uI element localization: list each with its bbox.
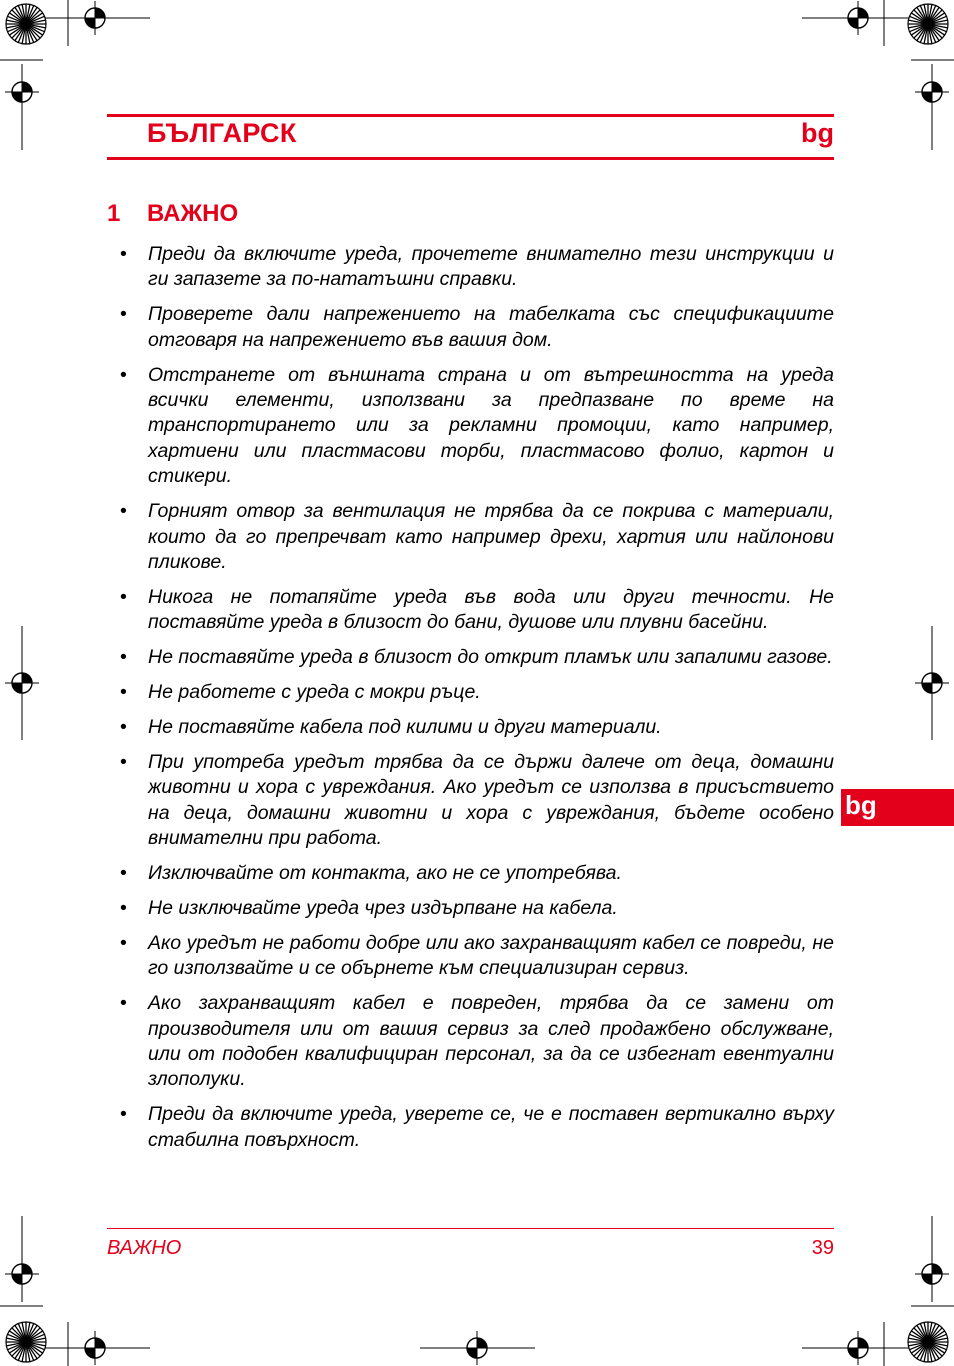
list-item-text: Ако уредът не работи добре или ако захранващият кабел се повреди, не го използвайте и се обърнете към специализиран сервиз. — [148, 931, 834, 980]
list-item-text: Горният отвор за вентилация не трябва да се покрива с материали, които да го препречват като например дрехи, хартия или найлонови пликове. — [148, 500, 834, 573]
starburst-mark-icon — [6, 4, 46, 44]
registration-mark-icon — [915, 666, 949, 700]
list-item-text: При употреба уредът трябва да се държи далече от деца, домашни животни и хора с увреждания. Ако уредът се използва в присъствието на деца, домашни животни и хора с увреждания, бъдете особено внимателни при работа. — [148, 750, 834, 850]
list-item-text: Проверете дали напрежението на табелката със спецификациите отговаря на напрежението във вашия дом. — [148, 303, 834, 351]
starburst-mark-icon — [6, 1322, 46, 1362]
list-item-text: Не изключвайте уреда чрез издърпване на кабела. — [148, 896, 618, 919]
list-item-text: Не работете с уреда с мокри ръце. — [148, 681, 481, 704]
list-item-text: Преди да включите уреда, уверете се, че е поставен вертикално върху стабилна повърхност. — [148, 1103, 834, 1151]
bullet-icon: • — [120, 500, 127, 523]
registration-mark-icon — [5, 75, 39, 109]
list-item-text: Не поставяйте кабела под килими и други материали. — [148, 716, 662, 738]
starburst-mark-icon — [908, 1322, 948, 1362]
bullet-icon: • — [120, 303, 127, 326]
bullet-icon: • — [120, 1103, 127, 1126]
bullet-icon: • — [120, 243, 127, 265]
registration-mark-icon — [841, 1331, 875, 1365]
bullet-icon: • — [120, 646, 127, 669]
registration-mark-icon — [78, 1331, 112, 1365]
side-tab-label: bg — [845, 790, 877, 820]
list-item-text: Никога не потапяйте уреда във вода или други течности. Не поставяйте уреда в близост до бани, душове или плувни басейни. — [148, 585, 834, 634]
registration-mark-icon — [915, 1257, 949, 1291]
list-item-text: Преди да включите уреда, прочетете внимателно тези инструкции и ги запазете за по-нататъшни справки. — [148, 243, 834, 291]
registration-mark-icon — [460, 1331, 494, 1365]
starburst-mark-icon — [908, 4, 948, 44]
bullet-icon: • — [120, 862, 127, 885]
bullet-icon: • — [120, 931, 127, 954]
bullet-icon: • — [120, 363, 127, 386]
list-item-text: Ако захранващият кабел е повреден, трябва да се замени от производителя или от вашия сервиз за след продажбено обслужване, или от подобен квалифициран персонал, за да се избегнат евентуални злополуки. — [148, 992, 834, 1091]
registration-mark-icon — [78, 1, 112, 35]
header-title: БЪЛГАРСК — [147, 118, 297, 148]
registration-mark-icon — [5, 1257, 39, 1291]
bullet-icon: • — [120, 896, 127, 919]
list-item-text: Отстранете от външната страна и от вътрешността на уреда всички елементи, използвани за предпазване по време на транспортирането или за рекламни промоции, като например, хартиени или пластмасови торби, пластмасово фолио, картон и стикери. — [148, 363, 834, 488]
header-lang-code: bg — [801, 118, 834, 148]
bullet-icon: • — [120, 681, 127, 704]
registration-mark-icon — [841, 1, 875, 35]
bullet-icon: • — [120, 716, 127, 738]
bullet-icon: • — [120, 750, 127, 773]
list-item-text: Не поставяйте уреда в близост до открит пламък или запалими газове. — [148, 646, 833, 669]
footer-page-number: 39 — [811, 1237, 834, 1259]
registration-mark-icon — [5, 666, 39, 700]
bullet-icon: • — [120, 585, 127, 608]
list-item-text: Изключвайте от контакта, ако не се употребява. — [148, 862, 622, 885]
section-title: ВАЖНО — [147, 200, 239, 227]
bullet-icon: • — [120, 992, 127, 1015]
footer-section-label: ВАЖНО — [107, 1237, 182, 1259]
registration-mark-icon — [915, 75, 949, 109]
section-number: 1 — [107, 200, 121, 227]
